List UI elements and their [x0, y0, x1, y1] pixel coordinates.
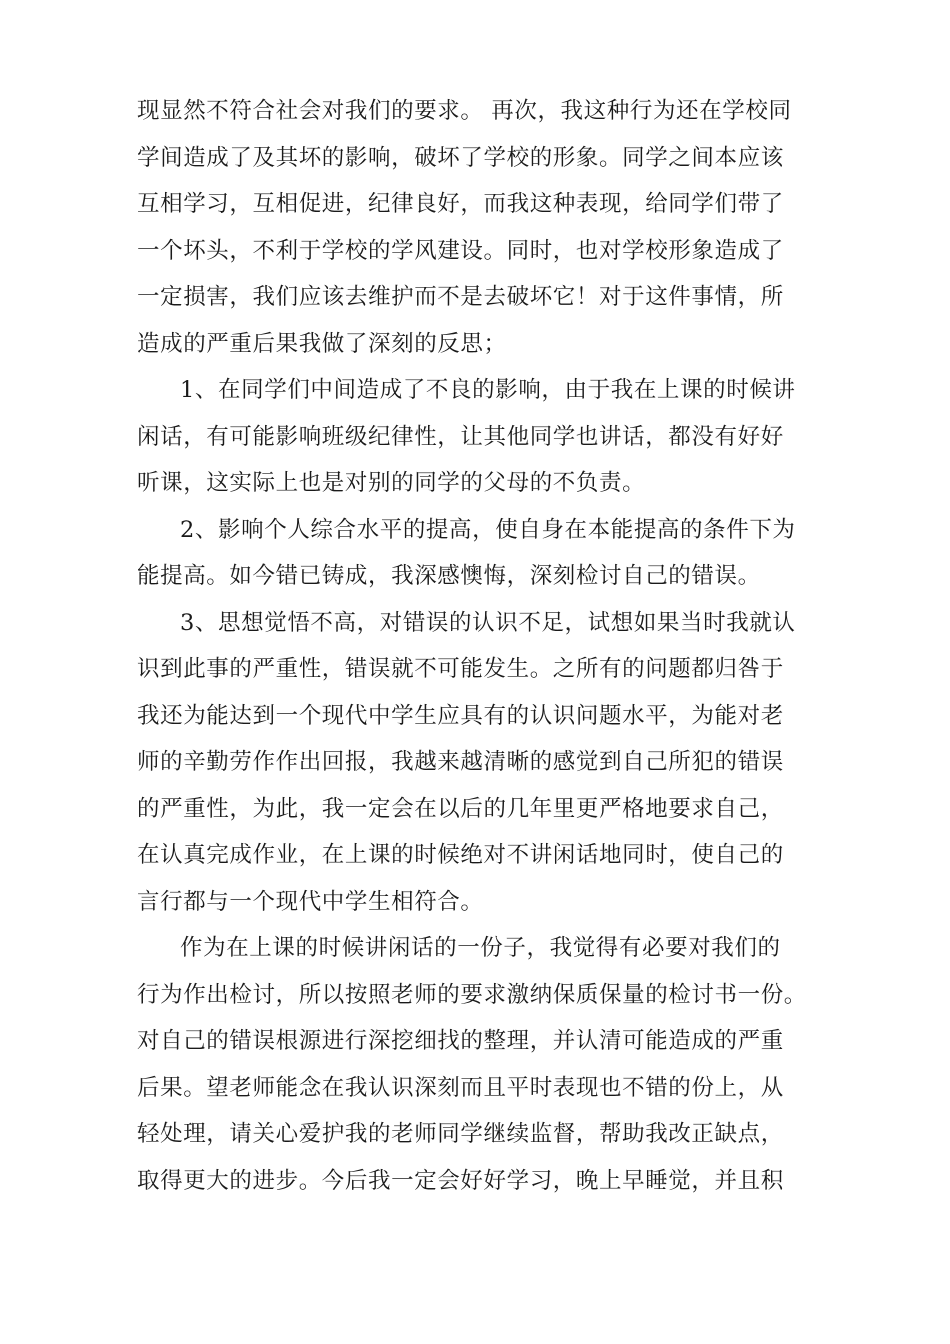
text-line: 对自己的错误根源进行深挖细找的整理，并认清可能造成的严重 [137, 1028, 784, 1054]
text-line: 听课，这实际上也是对别的同学的父母的不负责。 [137, 470, 646, 496]
text-line: 在认真完成作业，在上课的时候绝对不讲闲话地同时，使自己的 [137, 842, 784, 868]
text-line: 的严重性，为此，我一定会在以后的几年里更严格地要求自己， [137, 795, 784, 822]
text-line-paragraph-start: 1、在同学们中间造成了不良的影响，由于我在上课的时候讲 [180, 377, 796, 403]
text-line: 一个坏头，不利于学校的学风建设。同时，也对学校形象造成了 [137, 237, 784, 264]
document-body [137, 88, 817, 1204]
text-line: 闲话，有可能影响班级纪律性，让其他同学也讲话，都没有好好 [137, 423, 784, 450]
text-line: 现显然不符合社会对我们的要求。 再次，我这种行为还在学校同 [137, 98, 792, 124]
text-line: 造成的严重后果我做了深刻的反思； [137, 330, 507, 357]
text-line: 能提高。如今错已铸成，我深感懊悔，深刻检讨自己的错误。 [137, 563, 761, 589]
text-line: 言行都与一个现代中学生相符合。 [137, 888, 484, 915]
text-line: 取得更大的进步。今后我一定会好好学习，晚上早睡觉，并且积 [137, 1167, 784, 1194]
text-line: 轻处理，请关心爱护我的老师同学继续监督，帮助我改正缺点， [137, 1121, 784, 1147]
text-line: 师的辛勤劳作作出回报，我越来越清晰的感觉到自己所犯的错误 [137, 749, 784, 775]
text-line: 学间造成了及其坏的影响，破坏了学校的形象。同学之间本应该 [137, 144, 784, 171]
text-line: 我还为能达到一个现代中学生应具有的认识问题水平，为能对老 [137, 702, 784, 729]
text-line: 识到此事的严重性，错误就不可能发生。之所有的问题都归咎于 [137, 656, 784, 682]
text-line: 互相学习，互相促进，纪律良好，而我这种表现，给同学们带了 [137, 191, 784, 217]
text-line-paragraph-start: 2、影响个人综合水平的提高，使自身在本能提高的条件下为 [180, 516, 796, 543]
text-line: 一定损害，我们应该去维护而不是去破坏它！对于这件事情，所 [137, 284, 784, 310]
text-line: 后果。望老师能念在我认识深刻而且平时表现也不错的份上，从 [137, 1074, 784, 1101]
text-line-paragraph-start: 作为在上课的时候讲闲话的一份子，我觉得有必要对我们的 [180, 935, 781, 961]
text-line-paragraph-start: 3、思想觉悟不高，对错误的认识不足，试想如果当时我就认 [180, 609, 796, 636]
text-line: 行为作出检讨，所以按照老师的要求激纳保质保量的检讨书一份。 [137, 981, 807, 1008]
